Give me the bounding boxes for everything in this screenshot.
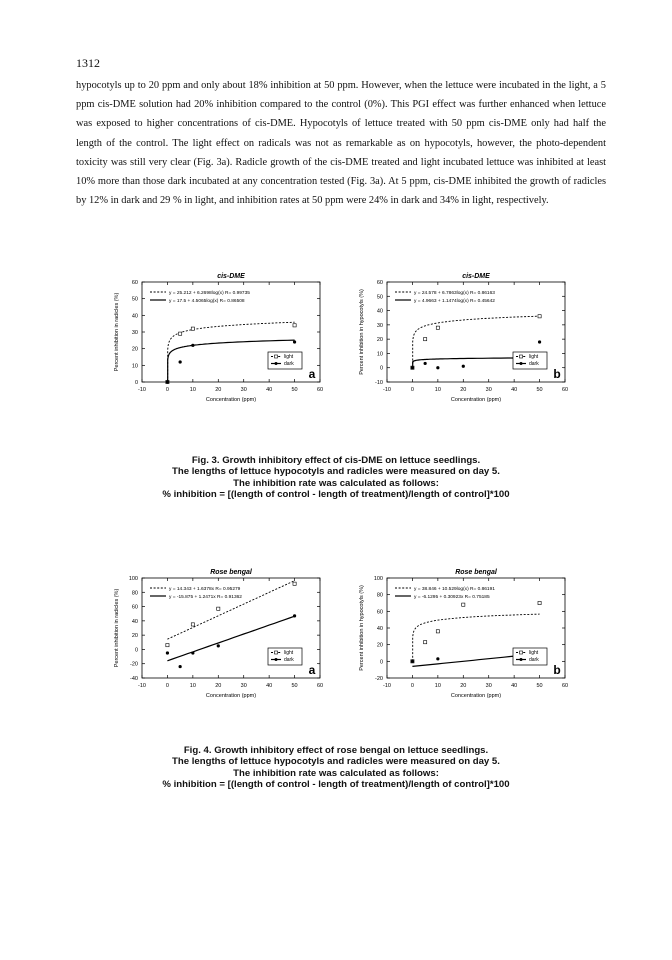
- data-point-dark: [179, 360, 182, 363]
- y-tick-label: 20: [376, 642, 383, 649]
- figure-3-caption: [40, 455, 632, 501]
- x-tick-label: 30: [240, 387, 247, 393]
- data-point-dark: [166, 651, 169, 654]
- x-tick-label: 60: [561, 387, 569, 393]
- y-tick-label: 60: [376, 280, 383, 286]
- legend-marker-dark: [520, 362, 523, 365]
- y-tick-label: 40: [376, 626, 383, 632]
- data-point-dark: [436, 366, 439, 369]
- y-tick-label: 80: [376, 592, 383, 599]
- caption-line: The lengths of lettuce hypocotyls and radicles were measured on day 5.: [172, 756, 500, 768]
- body-paragraph: hypocotyls up to 20 ppm and only about 18% inhibition at 50 ppm. However, when the lettuce were incubated in the light, a 5 ppm cis-DME solution had 20% inhibition compared to the control (0%). This PGI effect was further enhanced when lettuce was exposed to higher concentrations of cis-DME. Hypocotyls of lettuce treated with 50 ppm cis-DME only had half the length of the control. The light effect on radicals was not as remarkable as on hypocotyls, however, the photo-dependent toxicity was still very clear (Fig. 3a). Radicle growth of the cis-DME treated and light incubated lettuce was inhibited at least 10% more than those dark incubated at any concentration tested (Fig. 3a). At 5 ppm, cis-DME inhibited the growth of radicles by 12% in dark and 29 % in light, and inhibition rates at 50 ppm were 24% in dark and 34% in light, respectively.: [76, 80, 606, 207]
- x-tick-label: 30: [485, 387, 492, 393]
- y-tick-label: 40: [131, 313, 138, 320]
- y-tick-label: 50: [376, 294, 383, 301]
- data-point-dark: [436, 657, 439, 660]
- chart-3b: [359, 273, 568, 403]
- regression-equation: y = 25.212 + 6.2698log(x) R= 0.99735: [169, 291, 250, 296]
- page-number: 1312: [76, 56, 100, 70]
- y-tick-label: 80: [131, 590, 138, 597]
- data-point-light: [166, 644, 169, 647]
- x-axis-label: Concentration (ppm): [450, 397, 502, 403]
- chart-title: Rose bengal: [210, 569, 252, 576]
- data-point-light: [436, 630, 439, 633]
- legend-label: light: [284, 354, 294, 360]
- data-point-light: [191, 623, 194, 626]
- x-tick-label: 0: [410, 683, 414, 689]
- legend-label: dark: [529, 657, 539, 663]
- data-point-light: [424, 641, 427, 644]
- data-point-light: [217, 607, 220, 610]
- legend-marker-light: [520, 355, 523, 358]
- caption-line: Fig. 3. Growth inhibitory effect of cis-DME on lettuce seedlings.: [191, 455, 481, 466]
- y-tick-label: 60: [131, 604, 138, 611]
- data-point-light: [424, 338, 427, 341]
- x-axis-label: Concentration (ppm): [205, 397, 257, 403]
- regression-equation: y = 24.578 + 6.7863log(x) R= 0.86163: [414, 291, 495, 296]
- y-tick-label: 20: [131, 346, 138, 353]
- figure-4-caption: [40, 745, 632, 791]
- data-point-dark: [191, 344, 194, 347]
- x-tick-label: -10: [138, 683, 146, 689]
- data-point-dark: [166, 380, 169, 383]
- x-tick-label: 40: [266, 683, 273, 689]
- x-tick-label: 60: [316, 683, 324, 689]
- panel-label: b: [553, 367, 561, 381]
- regression-equation: y = 4.9663 + 1.1474log(x) R= 0.45642: [414, 299, 495, 304]
- regression-equation: y = -15.875 + 1.2471x R= 0.91362: [169, 595, 242, 600]
- x-tick-label: 50: [536, 387, 543, 393]
- chart-4a: [114, 569, 323, 699]
- caption-line: % inhibition = [(length of control - length of treatment)/length of control]*100: [162, 489, 510, 501]
- legend-label: dark: [529, 361, 539, 367]
- x-tick-label: 30: [485, 683, 492, 689]
- x-tick-label: 40: [511, 387, 518, 393]
- x-tick-label: 20: [215, 387, 222, 393]
- y-tick-label: 10: [131, 363, 138, 370]
- x-tick-label: 0: [165, 683, 169, 689]
- y-tick-label: 20: [376, 337, 383, 344]
- y-tick-label: 0: [379, 659, 383, 666]
- x-tick-label: 20: [215, 683, 222, 689]
- data-point-dark: [411, 660, 414, 663]
- chart-title: cis-DME: [462, 273, 490, 280]
- panel-label: b: [553, 663, 561, 677]
- y-tick-label: 0: [134, 647, 138, 654]
- y-tick-label: -20: [375, 676, 383, 682]
- data-point-dark: [293, 340, 296, 343]
- data-point-dark: [462, 365, 465, 368]
- regression-equation: y = 14.343 + 1.6378x R= 0.95279: [169, 587, 241, 592]
- data-point-dark: [538, 340, 541, 343]
- caption-line: The inhibition rate was calculated as follows:: [233, 767, 439, 779]
- data-point-light: [462, 603, 465, 606]
- caption-line: The inhibition rate was calculated as follows:: [233, 477, 439, 489]
- x-tick-label: 30: [240, 683, 247, 689]
- y-tick-label: 40: [131, 618, 138, 625]
- x-tick-label: 10: [434, 387, 441, 393]
- data-point-dark: [217, 644, 220, 647]
- x-tick-label: -10: [383, 387, 391, 393]
- y-tick-label: 0: [379, 365, 383, 372]
- x-axis-label: Concentration (ppm): [450, 693, 502, 699]
- figure-3: [100, 268, 570, 438]
- x-tick-label: -10: [138, 387, 146, 393]
- legend-label: dark: [284, 361, 294, 367]
- data-point-dark: [191, 651, 194, 654]
- chart-title: cis-DME: [217, 273, 245, 280]
- data-point-dark: [411, 366, 414, 369]
- caption-line: % inhibition = [(length of control - length of treatment)/length of control]*100: [162, 779, 510, 791]
- regression-equation: y = -6.1295 + 0.30923x R= 0.75185: [414, 595, 490, 600]
- data-point-light: [179, 332, 182, 335]
- x-tick-label: 50: [291, 387, 298, 393]
- y-tick-label: 100: [128, 576, 138, 582]
- x-tick-label: 60: [561, 683, 569, 689]
- data-point-light: [538, 315, 541, 318]
- y-tick-label: -40: [130, 676, 138, 682]
- legend-label: light: [284, 650, 294, 656]
- y-axis-label: Percent inhibition in radicles (%): [114, 588, 120, 668]
- y-tick-label: 60: [376, 609, 383, 616]
- x-tick-label: 10: [434, 683, 441, 689]
- regression-equation: y = 17.5 + 4.5065log(x) R= 0.86508: [169, 299, 245, 304]
- data-point-light: [191, 327, 194, 330]
- panel-label: a: [308, 367, 316, 381]
- x-axis-label: Concentration (ppm): [205, 693, 257, 699]
- figure-4: [100, 564, 570, 724]
- x-tick-label: 10: [189, 683, 196, 689]
- y-axis-label: Percent inhibition in hypocotyls (%): [359, 585, 365, 671]
- data-point-dark: [424, 362, 427, 365]
- data-point-light: [293, 324, 296, 327]
- y-tick-label: 50: [131, 296, 138, 303]
- legend-label: light: [529, 354, 539, 360]
- x-tick-label: 10: [189, 387, 196, 393]
- y-tick-label: -20: [130, 661, 138, 668]
- data-point-dark: [293, 614, 296, 617]
- data-point-dark: [179, 665, 182, 668]
- y-tick-label: 10: [376, 351, 383, 358]
- y-tick-label: 60: [131, 280, 138, 286]
- y-tick-label: 0: [134, 380, 138, 386]
- legend-marker-light: [275, 651, 278, 654]
- x-tick-label: 60: [316, 387, 324, 393]
- data-point-light: [538, 601, 541, 604]
- y-axis-label: Percent inhibition in hypocotyls (%): [359, 289, 365, 375]
- legend-marker-light: [520, 651, 523, 654]
- legend-marker-dark: [520, 658, 523, 661]
- x-tick-label: 50: [291, 683, 298, 689]
- regression-equation: y = 38.846 + 10.529log(x) R= 0.86191: [414, 587, 495, 592]
- panel-label: a: [308, 663, 316, 677]
- legend-marker-dark: [275, 658, 278, 661]
- x-tick-label: 0: [165, 387, 169, 393]
- x-tick-label: 50: [536, 683, 543, 689]
- chart-4b: [359, 569, 568, 699]
- y-tick-label: 20: [131, 633, 138, 640]
- x-tick-label: 20: [460, 387, 467, 393]
- y-tick-label: 40: [376, 308, 383, 315]
- x-tick-label: -10: [383, 683, 391, 689]
- legend-label: light: [529, 650, 539, 656]
- y-tick-label: 30: [376, 322, 383, 329]
- x-tick-label: 40: [266, 387, 273, 393]
- y-tick-label: 30: [131, 330, 138, 336]
- y-axis-label: Percent inhibition in radicles (%): [114, 292, 120, 372]
- caption-line: The lengths of lettuce hypocotyls and radicles were measured on day 5.: [172, 466, 500, 478]
- legend-label: dark: [284, 657, 294, 663]
- legend-marker-light: [275, 355, 278, 358]
- body-text: [76, 76, 606, 210]
- data-point-light: [293, 582, 296, 585]
- caption-line: Fig. 4. Growth inhibitory effect of rose bengal on lettuce seedlings.: [183, 745, 489, 756]
- chart-3a: [114, 273, 323, 403]
- x-tick-label: 0: [410, 387, 414, 393]
- legend-marker-dark: [275, 362, 278, 365]
- y-tick-label: 100: [373, 576, 383, 582]
- y-tick-label: -10: [375, 380, 383, 386]
- chart-title: Rose bengal: [455, 569, 497, 576]
- x-tick-label: 40: [511, 683, 518, 689]
- x-tick-label: 20: [460, 683, 467, 689]
- data-point-light: [436, 326, 439, 329]
